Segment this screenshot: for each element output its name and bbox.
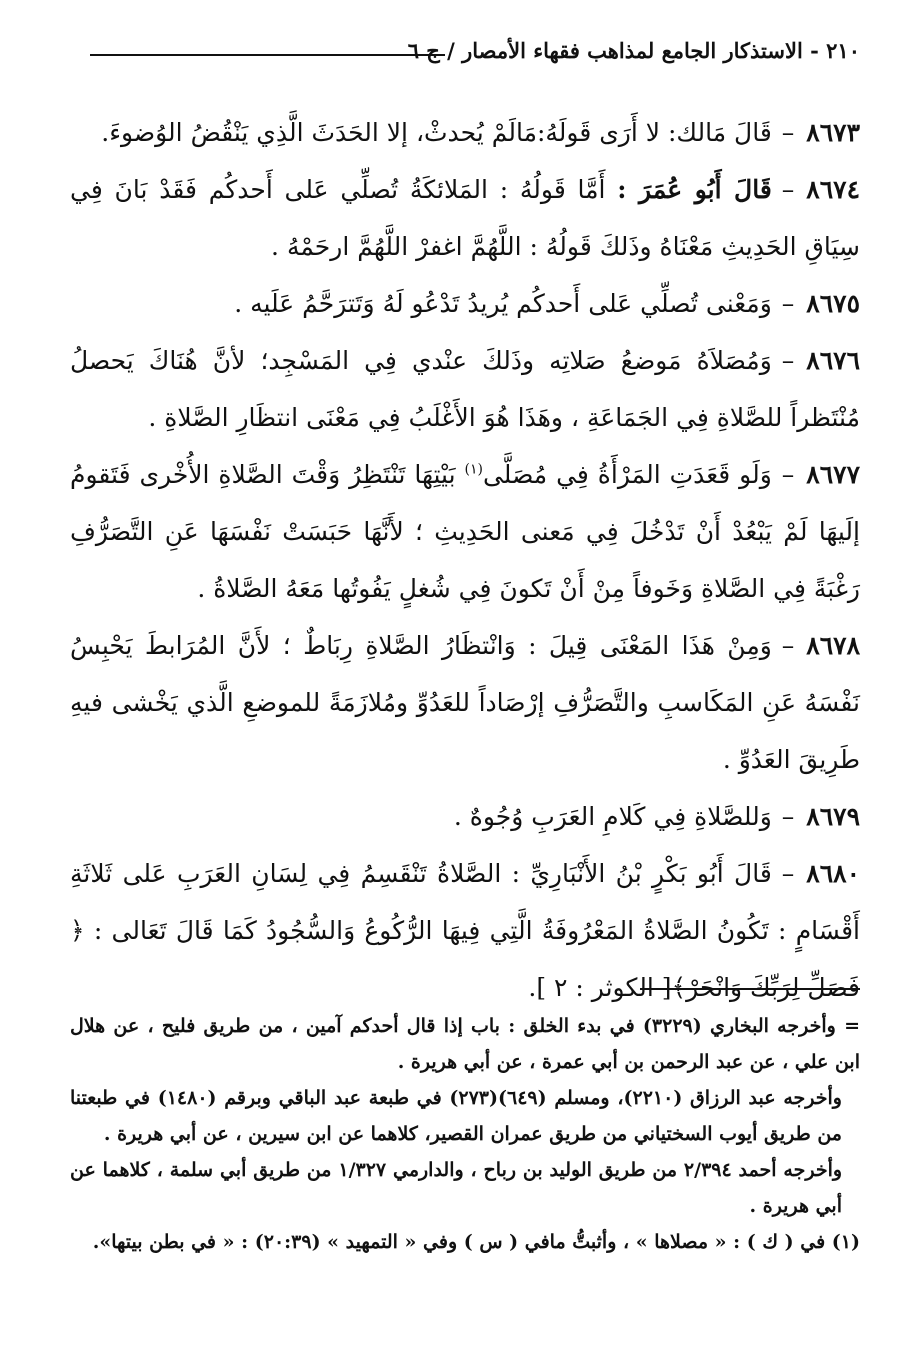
dash: – bbox=[781, 460, 795, 489]
footnotes bbox=[70, 1008, 860, 1260]
paragraph-8674 bbox=[70, 161, 860, 275]
paragraph-text: بَيْتِهَا تَنْتَظِرُ وَقْتَ الصَّلاةِ الأُخْرى فَتَقومُ إلَيهَا لَمْ يَبْعُدْ أَنْ تَدْخُلَ فِي مَعنى الحَدِيثِ ؛ لأَنَّهَا حَبَسَتْ نَفْسَهَا عَنِ التَّصَرُّفِ رَغْبَةً فِي الصَّلاةِ وَخَوفاً مِنْ أَنْ تَكونَ فِي شُغلٍ يَفُوتُها مَعَهُ الصَّلاةُ . bbox=[70, 460, 860, 603]
paragraph-8678 bbox=[70, 617, 860, 788]
paragraph-8680 bbox=[70, 845, 860, 1016]
footnote-reference[interactable]: (١) bbox=[464, 461, 483, 478]
footnote-paragraph: وأخرجه عبد الرزاق (٢٢١٠)، ومسلم (٦٤٩)(٢٧٣) في طبعة عبد الباقي وبرقم (١٤٨٠) في طبعتنا من طريق أيوب السختياني من طريق عمران القصير، كلاهما عن ابن سيرين ، عن أبي هريرة . bbox=[70, 1087, 842, 1145]
paragraph-8677 bbox=[70, 446, 860, 617]
dash: – bbox=[781, 289, 795, 318]
header-title: ٢١٠ - الاستذكار الجامع لمذاهب فقهاء الأمصار / ج ٦ bbox=[407, 38, 860, 63]
paragraph-text: قَالَ مَالك: لا أَرَى قَولَهُ:مَالَمْ يُحدثْ، إلا الحَدَثَ الَّذِي يَنْقُضُ الوُضوءَ. bbox=[101, 118, 772, 147]
running-header bbox=[70, 30, 860, 74]
paragraph-number: ٨٦٧٧ bbox=[806, 460, 861, 489]
paragraph-text: وَمَعْنى تُصلِّي عَلى أَحدكُم يُريدُ تَدْعُو لَهُ وَتَترَحَّمُ عَلَيه . bbox=[234, 289, 772, 318]
paragraph-8675 bbox=[70, 275, 860, 332]
header-rule bbox=[90, 54, 445, 56]
paragraph-number: ٨٦٧٨ bbox=[806, 631, 860, 660]
dash: – bbox=[781, 346, 795, 375]
paragraph-8679 bbox=[70, 788, 860, 845]
footnote-1: (١) في ( ك ) : « مصلاها » ، وأثبتُّ مافي ( س ) وفي « التمهيد » (٢٠:٣٩) : « في بطن بيتها». bbox=[92, 1231, 860, 1253]
speaker: قَالَ أَبُو عُمَرَ : bbox=[617, 175, 772, 204]
footnote-separator bbox=[640, 988, 860, 990]
paragraph-text: وَمِنْ هَذَا المَعْنَى قِيلَ : وَانْتظَارُ الصَّلاةِ رِبَاطٌ ؛ لأَنَّ المُرَابطَ يَحْبِسُ نَفْسَهُ عَنِ المَكَاسبِ والتَّصَرُّفِ إرْصَاداً للعَدُوِّ ومُلازَمَةً للموضعِ الَّذي يَخْشى فيهِ طَرِيقَ العَدُوِّ . bbox=[70, 631, 860, 774]
paragraph-8673 bbox=[70, 104, 860, 161]
paragraph-number: ٨٦٧٣ bbox=[806, 118, 860, 147]
paragraph-text-before-ref: وَلَو قَعَدَتِ المَرْأَةُ فِي مُصَلَّى bbox=[482, 460, 772, 489]
footnote-paragraph: وأخرجه أحمد ٢/٣٩٤ من طريق الوليد بن رباح ، والدارمي ١/٣٢٧ من طريق أبي سلمة ، كلاهما عن أبي هريرة . bbox=[70, 1159, 843, 1217]
dash: – bbox=[781, 118, 795, 147]
paragraph-number: ٨٦٧٦ bbox=[806, 346, 860, 375]
paragraph-text: قَالَ أَبُو بَكْرٍ بْنُ الأَنْبَارِيِّ : الصَّلاةُ تَنْقَسِمُ فِي لِسَانِ العَرَبِ عَلى ثَلاثَةِ أَقْسَامٍ : تَكُونُ الصَّلاةُ المَعْرُوفَةُ الَّتِي فِيهَا الرُّكُوعُ وَالسُّجُودُ كَمَا قَالَ تَعَالى : ﴿ فَصَلِّ لِرَبِّكَ وَانْحَرْ﴾[ الكوثر : ٢ ]. bbox=[70, 859, 860, 1002]
dash: – bbox=[781, 175, 795, 204]
paragraph-number: ٨٦٧٥ bbox=[806, 289, 860, 318]
paragraph-number: ٨٦٧٤ bbox=[806, 175, 860, 204]
paragraph-8676 bbox=[70, 332, 860, 446]
main-text bbox=[70, 104, 860, 1016]
dash: – bbox=[781, 631, 795, 660]
paragraph-text: أَمَّا قَولُهُ : المَلائكَةُ تُصلِّي عَلى أَحدكُم فَقَدْ بَانَ فِي سِيَاقِ الحَدِيثِ مَعْنَاهُ وذَلكَ قَولُهُ : اللَّهُمَّ اغفرْ اللَّهُمَّ ارحَمْهُ . bbox=[70, 175, 860, 261]
paragraph-text: وَمُصَلاَهُ مَوضعُ صَلاتِه وذَلكَ عنْدي فِي المَسْجِد؛ لأنَّ هُنَاكَ يَحصلُ مُنْتَظراً للصَّلاةِ فِي الجَمَاعَةِ ، وهَذَا هُوَ الأَغْلَبُ فِي مَعْنَى انتظَارِ الصَّلاةِ . bbox=[70, 346, 860, 432]
paragraph-text: وَللصَّلاةِ فِي كَلامِ العَرَبِ وُجُوهٌ . bbox=[453, 802, 772, 831]
dash: – bbox=[781, 859, 795, 888]
dash: – bbox=[781, 802, 795, 831]
footnote-continuation: = وأخرجه البخاري (٣٢٢٩) في بدء الخلق : باب إذا قال أحدكم آمين ، من طريق فليح ، عن هلال ابن علي ، عن عبد الرحمن بن أبي عمرة ، عن أبي هريرة . bbox=[70, 1015, 860, 1073]
book-page bbox=[70, 30, 860, 1350]
paragraph-number: ٨٦٨٠ bbox=[806, 859, 860, 888]
paragraph-number: ٨٦٧٩ bbox=[806, 802, 860, 831]
